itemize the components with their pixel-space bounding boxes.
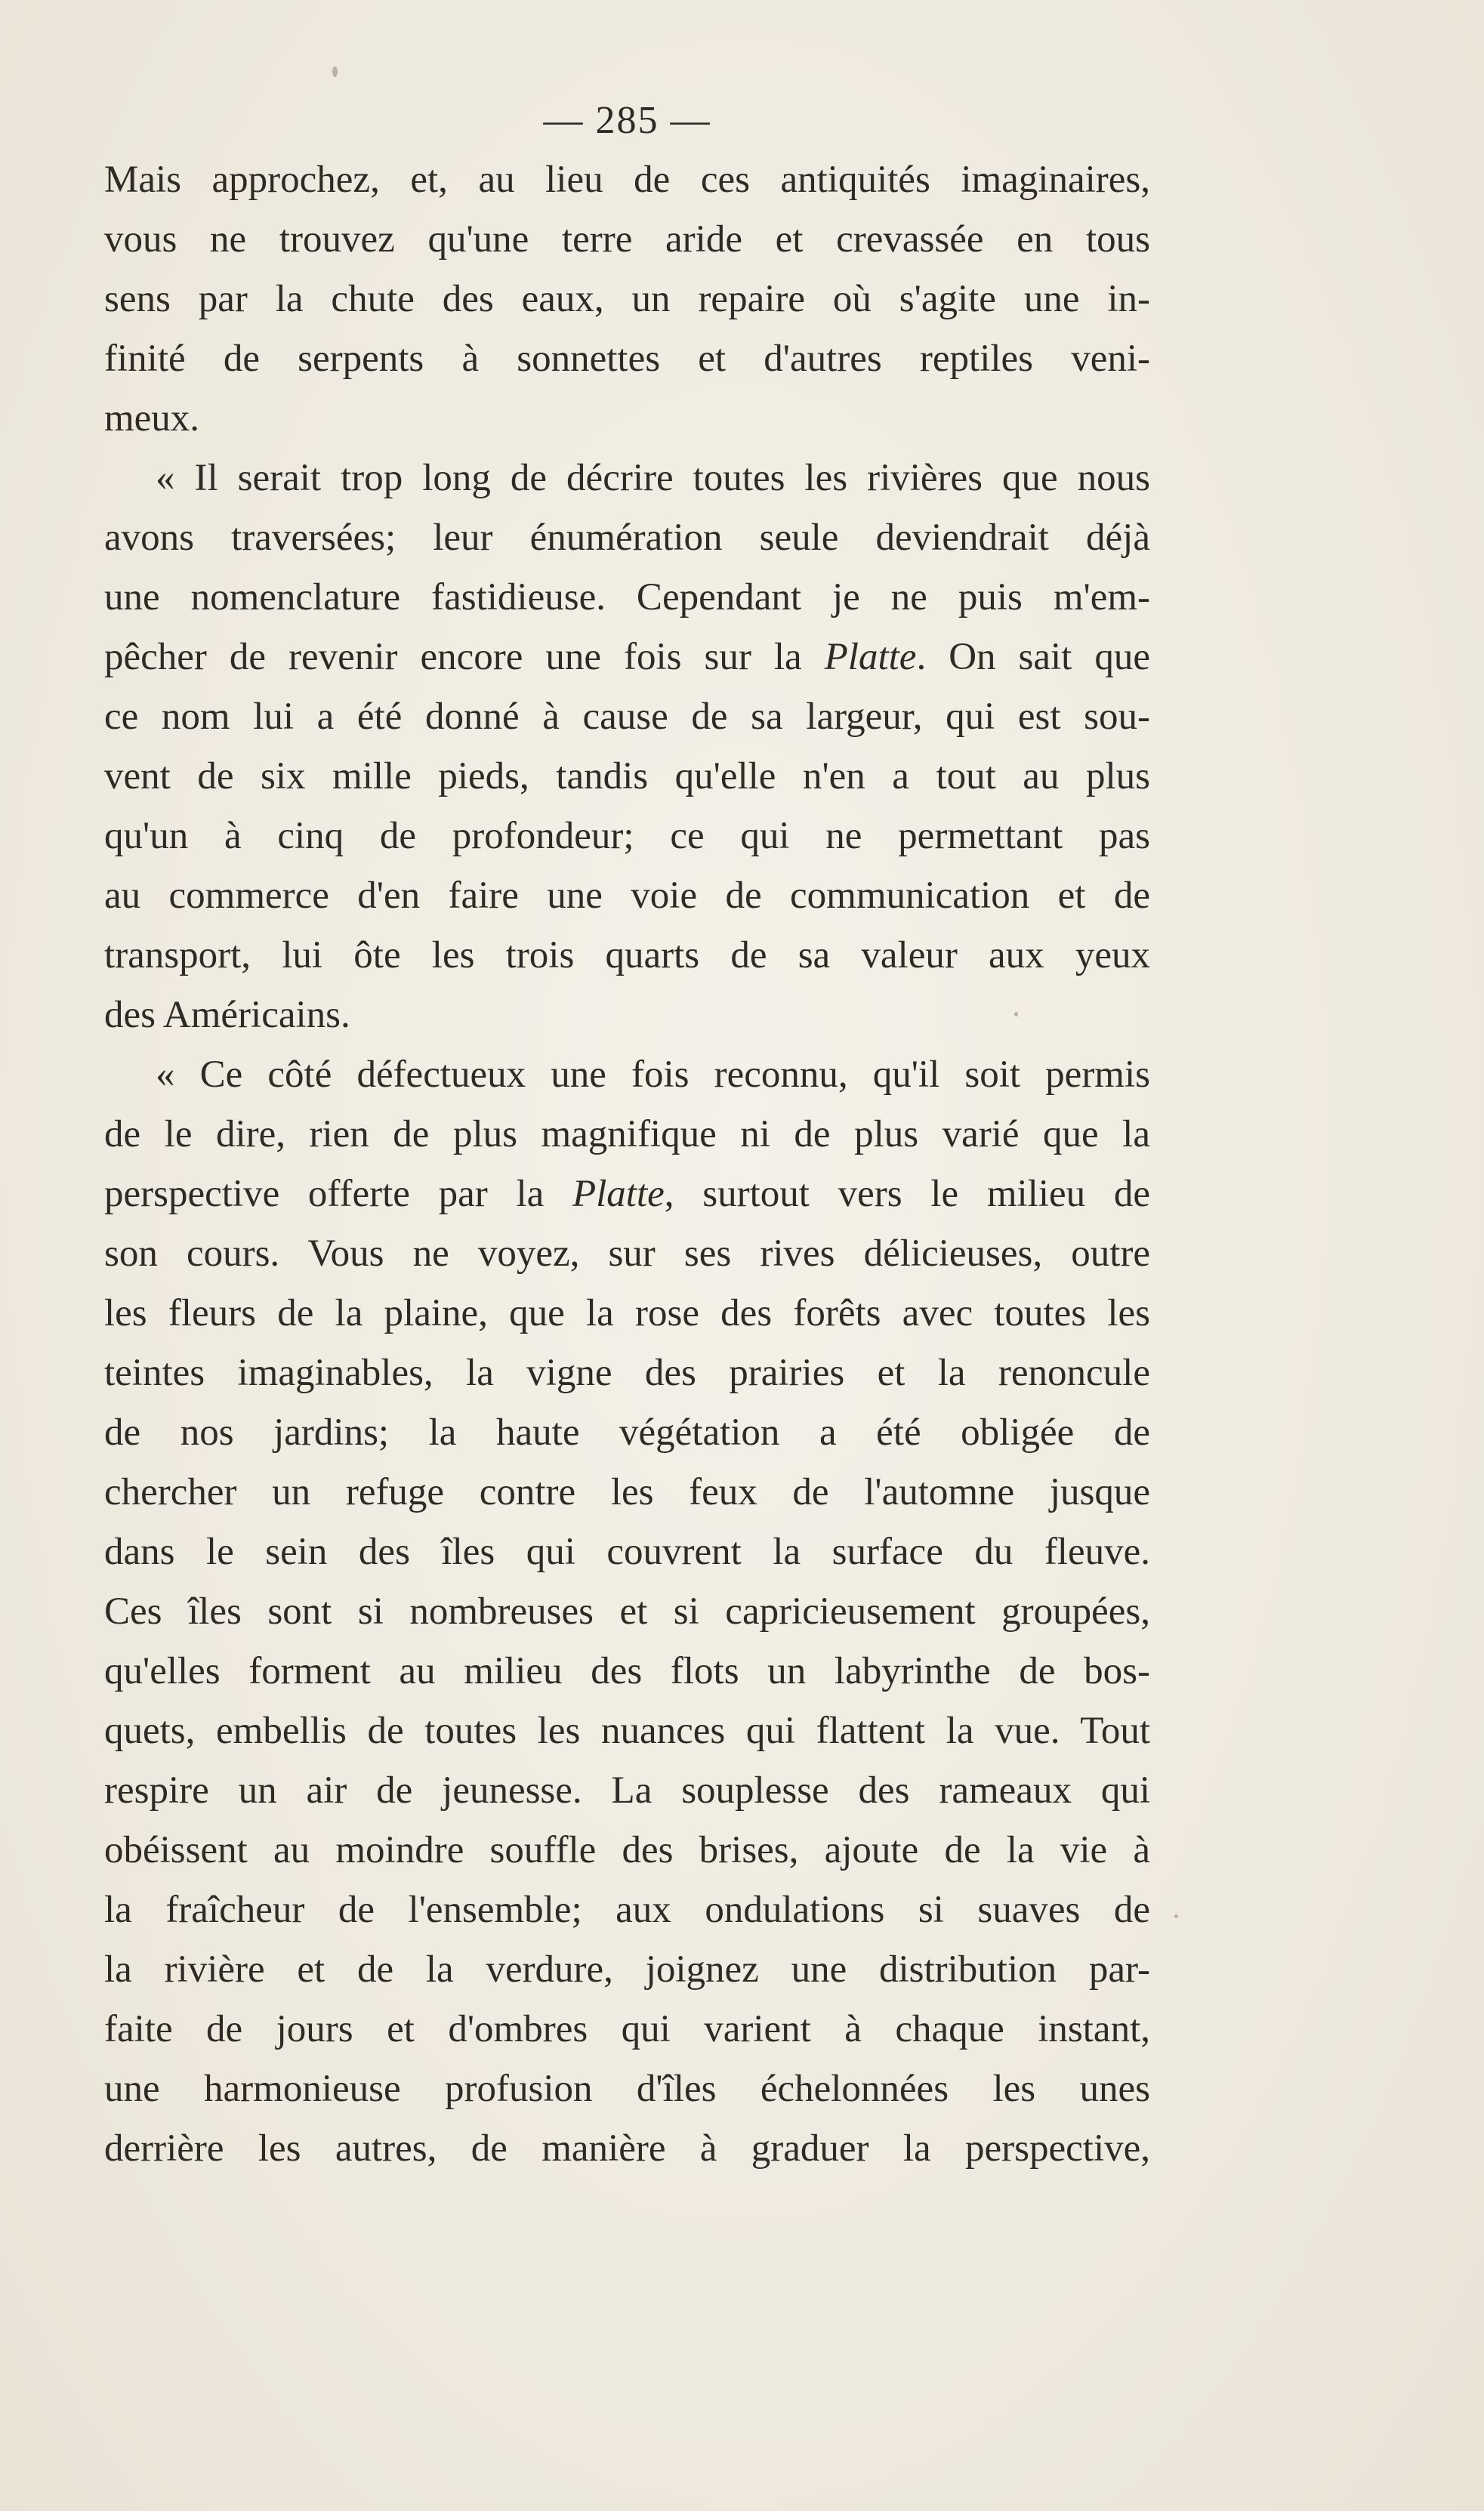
text-line: teintes imaginables, la vigne des prairies et la renoncule xyxy=(104,1352,1150,1394)
text-line: derrière les autres, de manière à graduer la perspective, xyxy=(104,2127,1150,2170)
text-line: finité de serpents à sonnettes et d'autres reptiles veni- xyxy=(104,338,1150,380)
text-block xyxy=(104,91,1150,2179)
text-line: au commerce d'en faire une voie de communication et de xyxy=(104,875,1150,917)
italic-word: Platte xyxy=(572,1173,665,1215)
text-line: la fraîcheur de l'ensemble; aux ondulations si suaves de xyxy=(104,1889,1150,1931)
text-line: chercher un refuge contre les feux de l'automne jusque xyxy=(104,1471,1150,1513)
text-line: la rivière et de la verdure, joignez une distribution par- xyxy=(104,1948,1150,1991)
text-line: les fleurs de la plaine, que la rose des forêts avec toutes les xyxy=(104,1292,1150,1334)
text-line: vous ne trouvez qu'une terre aride et crevassée en tous xyxy=(104,218,1150,261)
text-segment: . On sait que xyxy=(916,636,1150,678)
text-line: transport, lui ôte les trois quarts de sa valeur aux yeux xyxy=(104,934,1150,976)
text-line: meux. xyxy=(104,397,200,440)
text-line: Ces îles sont si nombreuses et si capricieusement groupées, xyxy=(104,1590,1150,1633)
page-number: — 285 — xyxy=(543,99,711,142)
text-line: ce nom lui a été donné à cause de sa largeur, qui est sou- xyxy=(104,696,1150,738)
text-segment: perspective offerte par la xyxy=(104,1173,572,1215)
text-line: qu'un à cinq de profondeur; ce qui ne permettant pas xyxy=(104,815,1150,857)
text-line: une nomenclature fastidieuse. Cependant je ne puis m'em- xyxy=(104,576,1150,618)
text-line xyxy=(104,1164,1150,1224)
text-line: de le dire, rien de plus magnifique ni de plus varié que la xyxy=(104,1113,1150,1155)
text-line: obéissent au moindre souffle des brises, ajoute de la vie à xyxy=(104,1829,1150,1871)
text-segment: pêcher de revenir encore une fois sur la xyxy=(104,636,825,678)
text-line: dans le sein des îles qui couvrent la surface du fleuve. xyxy=(104,1531,1150,1573)
text-line: avons traversées; leur énumération seule deviendrait déjà xyxy=(104,517,1150,559)
paper-speck xyxy=(1174,1914,1178,1918)
text-line: une harmonieuse profusion d'îles échelonnées les unes xyxy=(104,2068,1150,2110)
paper-speck xyxy=(332,66,338,77)
text-line: « Il serait trop long de décrire toutes les rivières que nous xyxy=(156,457,1150,499)
text-line: quets, embellis de toutes les nuances qui flattent la vue. Tout xyxy=(104,1710,1150,1752)
text-line: vent de six mille pieds, tandis qu'elle n'en a tout au plus xyxy=(104,755,1150,797)
text-line: Mais approchez, et, au lieu de ces antiquités imaginaires, xyxy=(104,159,1150,201)
text-line: son cours. Vous ne voyez, sur ses rives délicieuses, outre xyxy=(104,1232,1150,1275)
text-line: de nos jardins; la haute végétation a été obligée de xyxy=(104,1411,1150,1454)
text-line: respire un air de jeunesse. La souplesse des rameaux qui xyxy=(104,1769,1150,1812)
text-segment: , surtout vers le milieu de xyxy=(664,1173,1150,1215)
text-line: « Ce côté défectueux une fois reconnu, qu'il soit permis xyxy=(156,1053,1150,1096)
text-line: sens par la chute des eaux, un repaire où s'agite une in- xyxy=(104,278,1150,320)
text-line: faite de jours et d'ombres qui varient à chaque instant, xyxy=(104,2008,1150,2050)
text-line: des Américains. xyxy=(104,994,350,1036)
italic-word: Platte xyxy=(824,636,917,678)
text-line xyxy=(104,628,1150,687)
text-line: qu'elles forment au milieu des flots un labyrinthe de bos- xyxy=(104,1650,1150,1692)
